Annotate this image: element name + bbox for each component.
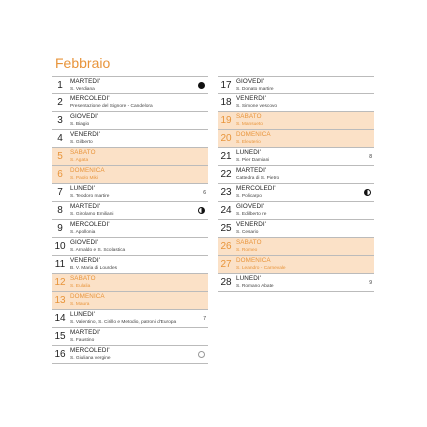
day-number: 24 [220,205,232,216]
saint-name: S. Apollonia [70,230,96,235]
day-number: 26 [220,241,232,252]
day-row [218,202,374,220]
day-row [218,112,374,130]
weekday-name: LUNEDI' [70,311,95,318]
saint-name: S. Eulalia [70,284,91,289]
weekday-name: GIOVEDI' [70,113,99,120]
saint-name: Cattedra di S. Pietro [236,176,280,181]
day-number: 27 [220,259,232,270]
day-row [218,238,374,256]
saint-name: S. Leandro - Carnevale [236,266,286,271]
day-number: 16 [54,349,66,360]
full-moon-icon [198,351,205,358]
weekday-name: LUNEDI' [236,275,261,282]
week-number: 9 [369,280,372,286]
day-row [52,94,208,112]
calendar-column-left [52,76,208,364]
day-row [52,202,208,220]
saint-name: S. Giuliana vergine [70,356,111,361]
day-number: 19 [220,115,232,126]
saint-name: S. Edilberto re [236,212,267,217]
day-row [52,166,208,184]
weekday-name: GIOVEDI' [236,203,265,210]
weekday-name: LUNEDI' [70,185,95,192]
day-number: 22 [220,169,232,180]
weekday-name: DOMENICA [70,167,105,174]
saint-name: S. Romeo [236,248,258,253]
saint-name: S. Girolamo Emiliani [70,212,114,217]
day-row [52,112,208,130]
day-row [218,220,374,238]
weekday-name: SABATO [236,239,262,246]
saint-name: S. Faustino [70,338,95,343]
weekday-name: MARTEDI' [70,78,101,85]
day-number: 12 [54,277,66,288]
day-row [218,76,374,94]
saint-name: S. Maura [70,302,90,307]
weekday-name: MERCOLEDI' [70,347,110,354]
day-number: 1 [57,80,63,91]
day-row [218,148,374,166]
day-number: 10 [54,241,66,252]
day-row [218,166,374,184]
week-number: 6 [203,190,206,196]
saint-name: Presentazione del Signore - Candelora [70,104,153,109]
day-number: 5 [57,151,63,162]
saint-name: S. Arnaldo e S. Scolastica [70,248,126,253]
day-row [52,184,208,202]
last-quarter-moon-icon [364,189,371,196]
day-number: 25 [220,223,232,234]
weekday-name: MARTEDI' [236,167,267,174]
saint-name: S. Eleuterio [236,140,261,145]
day-row [52,220,208,238]
day-number: 20 [220,133,232,144]
saint-name: S. Donato martire [236,87,274,92]
weekday-name: SABATO [70,149,96,156]
weekday-name: VENERDI' [236,221,266,228]
calendar-column-right [218,76,374,292]
day-number: 14 [54,313,66,324]
day-row [218,130,374,148]
first-quarter-moon-icon [198,207,205,214]
weekday-name: LUNEDI' [236,149,261,156]
day-number: 11 [54,259,66,270]
day-number: 6 [57,169,63,180]
day-row [52,346,208,364]
saint-name: B. V. Maria di Lourdes [70,266,118,271]
saint-name: S. Valentino, S. Cirillo e Metodio, patroni d'Europa [70,320,177,325]
new-moon-icon [198,82,205,89]
day-number: 2 [57,97,63,108]
weekday-name: GIOVEDI' [236,78,265,85]
weekday-name: DOMENICA [236,131,271,138]
day-row [218,184,374,202]
day-row [52,310,208,328]
weekday-name: DOMENICA [70,293,105,300]
saint-name: S. Agata [70,158,89,163]
saint-name: S. Teodoro martire [70,194,110,199]
day-number: 8 [57,205,63,216]
weekday-name: MERCOLEDI' [236,185,276,192]
day-number: 28 [220,277,232,288]
weekday-name: SABATO [236,113,262,120]
day-number: 15 [54,331,66,342]
day-number: 17 [220,80,232,91]
day-number: 4 [57,133,63,144]
saint-name: S. Mansueto [236,122,263,127]
saint-name: S. Verdiana [70,87,95,92]
day-row [218,274,374,292]
weekday-name: VENERDI' [236,95,266,102]
weekday-name: VENERDI' [70,131,100,138]
week-number: 7 [203,316,206,322]
day-row [52,328,208,346]
weekday-name: MARTEDI' [70,329,101,336]
day-row [218,256,374,274]
day-row [52,130,208,148]
day-row [52,238,208,256]
saint-name: S. Biagio [70,122,90,127]
saint-name: S. Pier Damiani [236,158,270,163]
weekday-name: DOMENICA [236,257,271,264]
day-number: 9 [57,223,63,234]
day-row [52,256,208,274]
saint-name: S. Gilberto [70,140,93,145]
day-row [52,274,208,292]
day-row [52,148,208,166]
weekday-name: MERCOLEDI' [70,95,110,102]
weekday-name: GIOVEDI' [70,239,99,246]
saint-name: S. Romano Abate [236,284,274,289]
saint-name: S. Cesario [236,230,259,235]
weekday-name: VENERDI' [70,257,100,264]
weekday-name: SABATO [70,275,96,282]
saint-name: S. Simone vescovo [236,104,278,109]
day-number: 21 [220,151,232,162]
day-number: 13 [54,295,66,306]
day-row [218,94,374,112]
month-title: Febbraio [55,55,111,71]
saint-name: S. Policarpo [236,194,262,199]
week-number: 8 [369,154,372,160]
saint-name: S. Paolo Miki [70,176,98,181]
weekday-name: MERCOLEDI' [70,221,110,228]
day-row [52,292,208,310]
day-number: 18 [220,97,232,108]
day-row [52,76,208,94]
day-number: 3 [57,115,63,126]
day-number: 23 [220,187,232,198]
weekday-name: MARTEDI' [70,203,101,210]
day-number: 7 [57,187,63,198]
